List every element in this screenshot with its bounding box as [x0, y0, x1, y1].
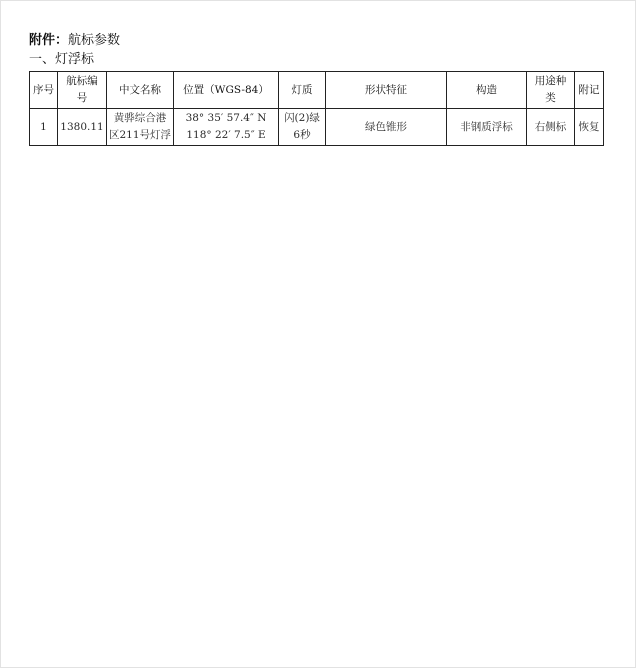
header-index: 序号: [30, 72, 58, 109]
header-structure: 构造: [447, 72, 527, 109]
header-code-line-1: 航标编: [66, 75, 98, 87]
cell-position: [174, 109, 279, 146]
attachment-label: 附件：: [29, 33, 69, 48]
cell-light-line-1: 闪(2)绿: [284, 112, 320, 124]
header-light: 灯质: [279, 72, 326, 109]
cell-name-line-1: 黄骅综合港: [113, 112, 167, 124]
header-usage-line-2: 类: [545, 92, 556, 104]
cell-name-line-2: 区211号灯浮: [108, 129, 172, 141]
cell-usage: 右侧标: [527, 109, 575, 146]
cell-structure: 非钢质浮标: [447, 109, 527, 146]
header-usage-line-1: 用途种: [534, 75, 567, 87]
cell-code: 1380.11: [58, 109, 107, 146]
cell-position-lon: 118° 22′ 7.5″ E: [186, 129, 266, 141]
attachment-title-text: 航标参数: [68, 33, 121, 48]
header-position: 位置（WGS-84）: [174, 72, 279, 109]
cell-index: 1: [30, 109, 58, 146]
cell-light: [279, 109, 326, 146]
header-code: [58, 72, 107, 109]
header-usage: [527, 72, 575, 109]
cell-light-line-2: 6秒: [293, 129, 311, 141]
cell-name: [107, 109, 174, 146]
cell-remark: 恢复: [575, 109, 604, 146]
cell-shape: 绿色锥形: [326, 109, 447, 146]
header-remark: 附记: [575, 72, 604, 109]
section-heading: 一、灯浮标: [29, 52, 95, 67]
header-name: 中文名称: [107, 72, 174, 109]
table-header-row: [30, 72, 604, 109]
aids-to-navigation-table: [29, 71, 604, 146]
attachment-title: [29, 33, 120, 49]
header-shape: 形状特征: [326, 72, 447, 109]
header-code-line-2: 号: [76, 92, 88, 104]
table-row: [30, 109, 604, 146]
cell-position-lat: 38° 35′ 57.4″ N: [185, 112, 267, 124]
